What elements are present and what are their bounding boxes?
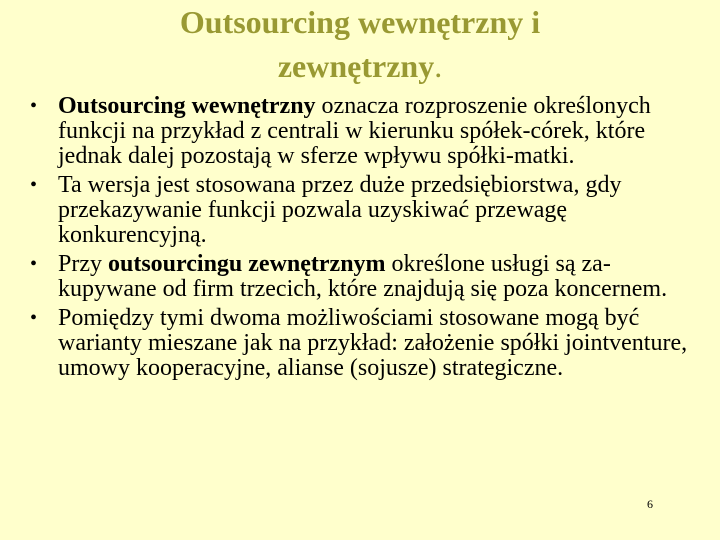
bullet-prefix: Przy xyxy=(58,251,108,277)
bullet-suffix: określone usługi są za-kupywane od firm trzecich, które znajdują się poza koncernem. xyxy=(58,251,668,302)
bullet-text: oznacza rozproszenie określonych funkcji na przykład z centrali w kierunku spółek-córek, które jednak dalej pozostają w sferze wpływu spółki-matki. xyxy=(58,93,651,169)
bullet-text: Pomiędzy tymi dwoma możliwościami stosowane mogą być warianty mieszane jak na przykład: założenie spółki jointventure, umowy kooperacyjne, alianse (sojusze) strategiczne. xyxy=(58,305,688,381)
bullet-icon: • xyxy=(30,174,38,196)
bullet-item xyxy=(28,306,698,381)
bullet-item xyxy=(28,94,698,169)
title-line-1: Outsourcing wewnętrzny i xyxy=(179,4,541,40)
title-line-2-text: zewnętrzny xyxy=(277,48,435,84)
title-line-2 xyxy=(60,44,660,88)
bullet-list xyxy=(28,94,698,385)
slide-title xyxy=(60,0,660,88)
bullet-item xyxy=(28,173,698,248)
page-number: 6 xyxy=(647,497,653,511)
bullet-icon: • xyxy=(30,307,38,329)
bullet-icon: • xyxy=(30,95,38,117)
title-end-dot: . xyxy=(434,48,443,84)
bullet-bold-lead: Outsourcing wewnętrzny xyxy=(58,93,316,119)
bullet-text: Ta wersja jest stosowana przez duże przedsiębiorstwa, gdy przekazywanie funkcji pozwala uzyskiwać przewagę konkurencyjną. xyxy=(58,172,622,248)
bullet-bold-term: outsourcingu zewnętrznym xyxy=(108,251,386,277)
bullet-item xyxy=(28,252,698,302)
bullet-icon: • xyxy=(30,253,38,275)
